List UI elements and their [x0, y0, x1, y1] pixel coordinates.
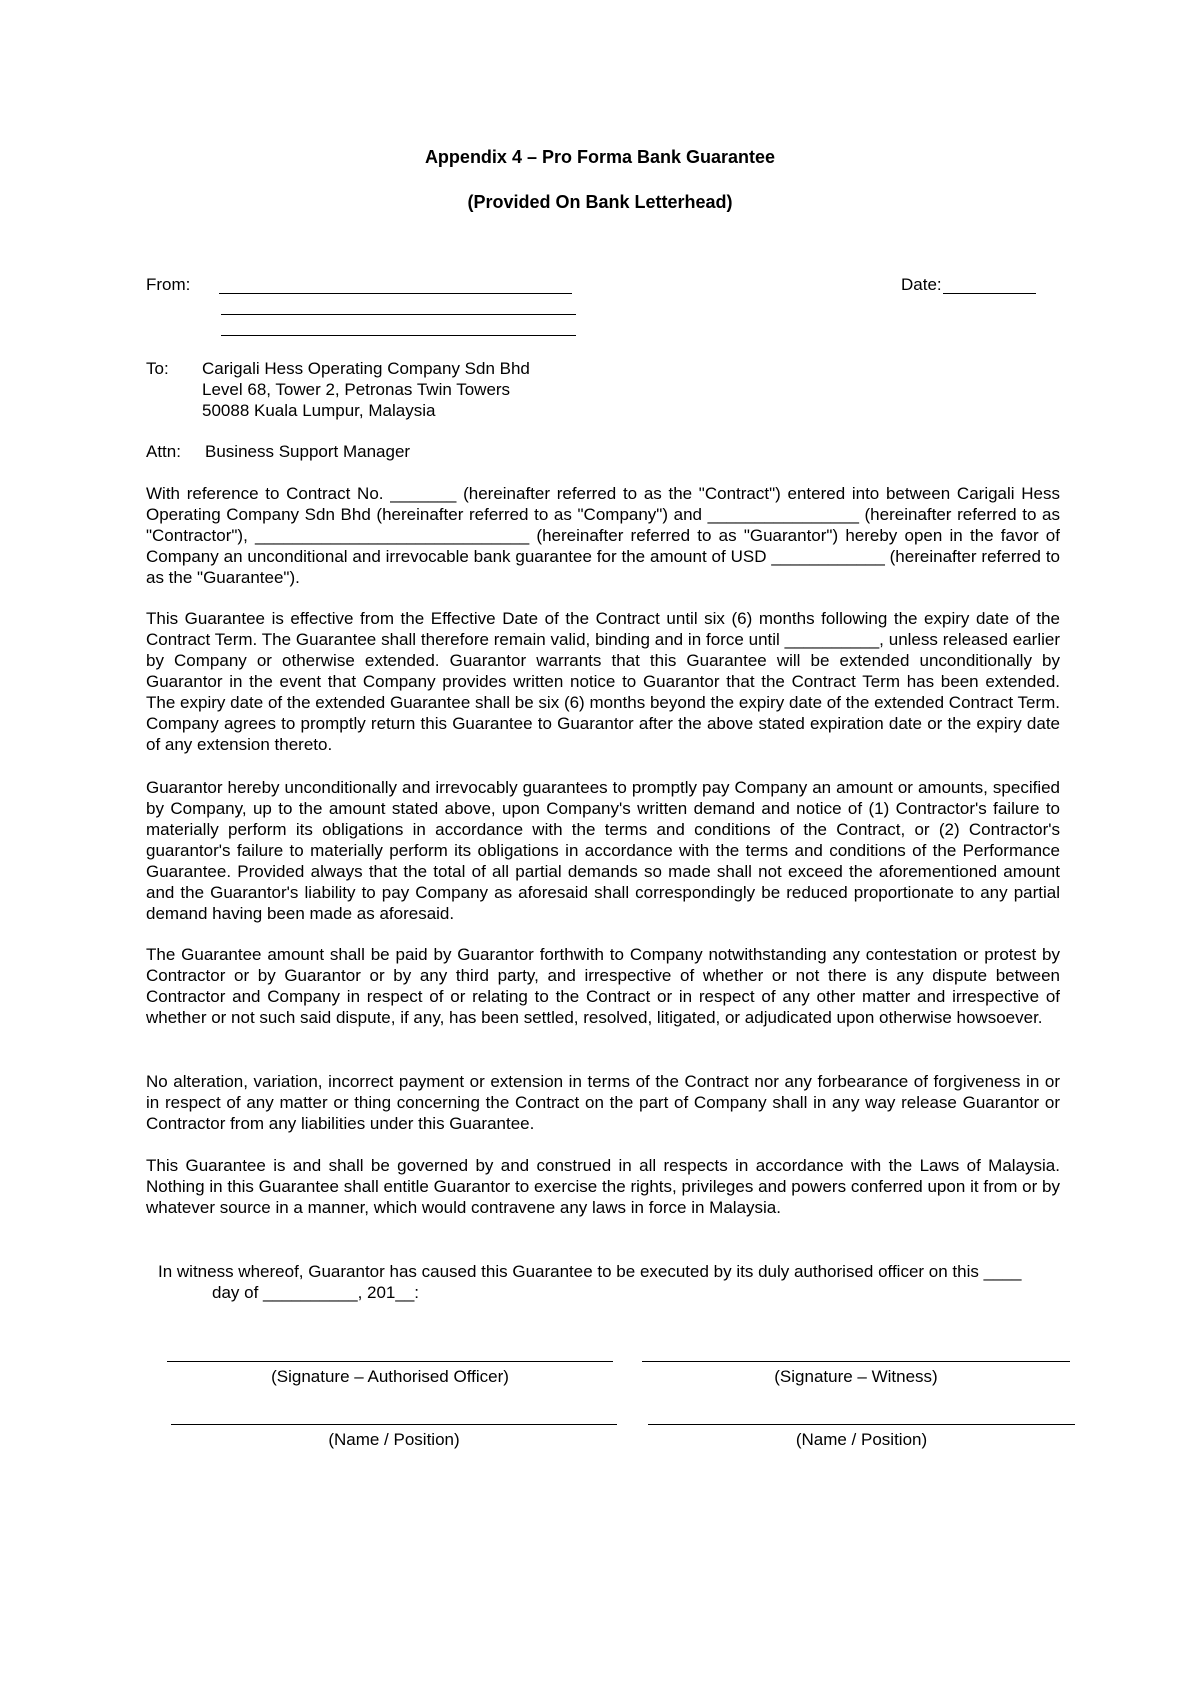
signature-officer-line — [167, 1361, 613, 1362]
name-position-left-label: (Name / Position) — [328, 1430, 460, 1449]
from-line-3 — [221, 335, 576, 336]
witness-clause — [158, 1261, 1098, 1303]
date-line — [943, 293, 1036, 294]
signature-officer-label: (Signature – Authorised Officer) — [271, 1367, 509, 1386]
name-position-left-line — [171, 1424, 617, 1425]
attn-value: Business Support Manager — [205, 442, 411, 461]
paragraph-guarantee-pay: Guarantor hereby unconditionally and irrevocably guarantees to promptly pay Company an amount or amounts, specified by Company, up to the amount stated above, upon Company's written demand and notice of (1) Contractor's failure to materially perform its obligations in accordance with the terms and conditions of the Contract, or (2) Contractor's guarantor's failure to materially perform its obligations in accordance with the terms and conditions of the Performance Guarantee. Provided always that the total of all partial demands so made shall not exceed the aforementioned amount and the Guarantor's liability to pay Company as aforesaid shall correspondingly be reduced proportionate to any partial demand having been made as aforesaid. — [146, 778, 1060, 923]
address-line: Carigali Hess Operating Company Sdn Bhd — [202, 359, 530, 378]
attn-label: Attn: — [146, 442, 181, 461]
paragraph-paid-forthwith: The Guarantee amount shall be paid by Guarantor forthwith to Company notwithstanding any contestation or protest by Contractor or by Guarantor or by any third party, and irrespective of whether or not there is any dispute between Contractor and Company in respect of or relating to the Contract or in respect of any other matter and irrespective of whether or not such said dispute, if any, has been settled, resolved, litigated, or adjudicated upon otherwise howsoever. — [146, 945, 1060, 1027]
paragraph-reference: With reference to Contract No. _______ (hereinafter referred to as the "Contract") entered into between Carigali Hess Operating Company Sdn Bhd (hereinafter referred to as "Company") and ________________ (hereinafter referred to as "Contractor"), _____________________________ (hereinafter referred to as "Guarantor") hereby open in the favor of Company an unconditional and irrevocable bank guarantee for the amount of USD ____________ (hereinafter referred to as the "Guarantee"). — [146, 484, 1060, 587]
paragraph-no-alteration: No alteration, variation, incorrect payment or extension in terms of the Contract nor any forbearance of forgiveness in or in respect of any matter or thing concerning the Contract on the part of Company shall in any way release Guarantor or Contractor from any liabilities under this Guarantee. — [146, 1072, 1060, 1133]
paragraph-governing-law: This Guarantee is and shall be governed by and construed in all respects in accordance with the Laws of Malaysia. Nothing in this Guarantee shall entitle Guarantor to exercise the rights, privileges and powers conferred upon it from or by whatever source in a manner, which would contravene any laws in force in Malaysia. — [146, 1156, 1060, 1217]
from-line-2 — [221, 314, 576, 315]
page-subtitle: (Provided On Bank Letterhead) — [467, 192, 733, 212]
paragraph-effective: This Guarantee is effective from the Effective Date of the Contract until six (6) months following the expiry date of the Contract Term. The Guarantee shall therefore remain valid, binding and in force until __________, unless released earlier by Company or otherwise extended. Guarantor warrants that this Guarantee will be extended unconditionally by Guarantor in the event that Company provides written notice to Guarantor that the Contract Term has been extended. The expiry date of the extended Guarantee shall be six (6) months beyond the expiry date of the extended Contract Term. Company agrees to promptly return this Guarantee to Guarantor after the above stated expiration date or the expiry date of any extension thereto. — [146, 609, 1060, 754]
page-title: Appendix 4 – Pro Forma Bank Guarantee — [424, 147, 776, 167]
witness-line-1: In witness whereof, Guarantor has caused this Guarantee to be executed by its duly authorised officer on this ____ — [158, 1262, 1022, 1281]
from-line-1 — [219, 293, 572, 294]
from-label: From: — [146, 275, 191, 294]
name-position-right-line — [648, 1424, 1075, 1425]
recipient-address — [202, 358, 530, 421]
address-line: Level 68, Tower 2, Petronas Twin Towers — [202, 380, 511, 399]
name-position-right-label: (Name / Position) — [795, 1430, 928, 1449]
to-label: To: — [146, 359, 169, 378]
address-line: 50088 Kuala Lumpur, Malaysia — [202, 401, 436, 420]
signature-witness-label: (Signature – Witness) — [774, 1367, 938, 1386]
witness-line-2: day of __________, 201__: — [212, 1283, 420, 1302]
signature-witness-line — [642, 1361, 1070, 1362]
date-label: Date: — [901, 275, 942, 294]
